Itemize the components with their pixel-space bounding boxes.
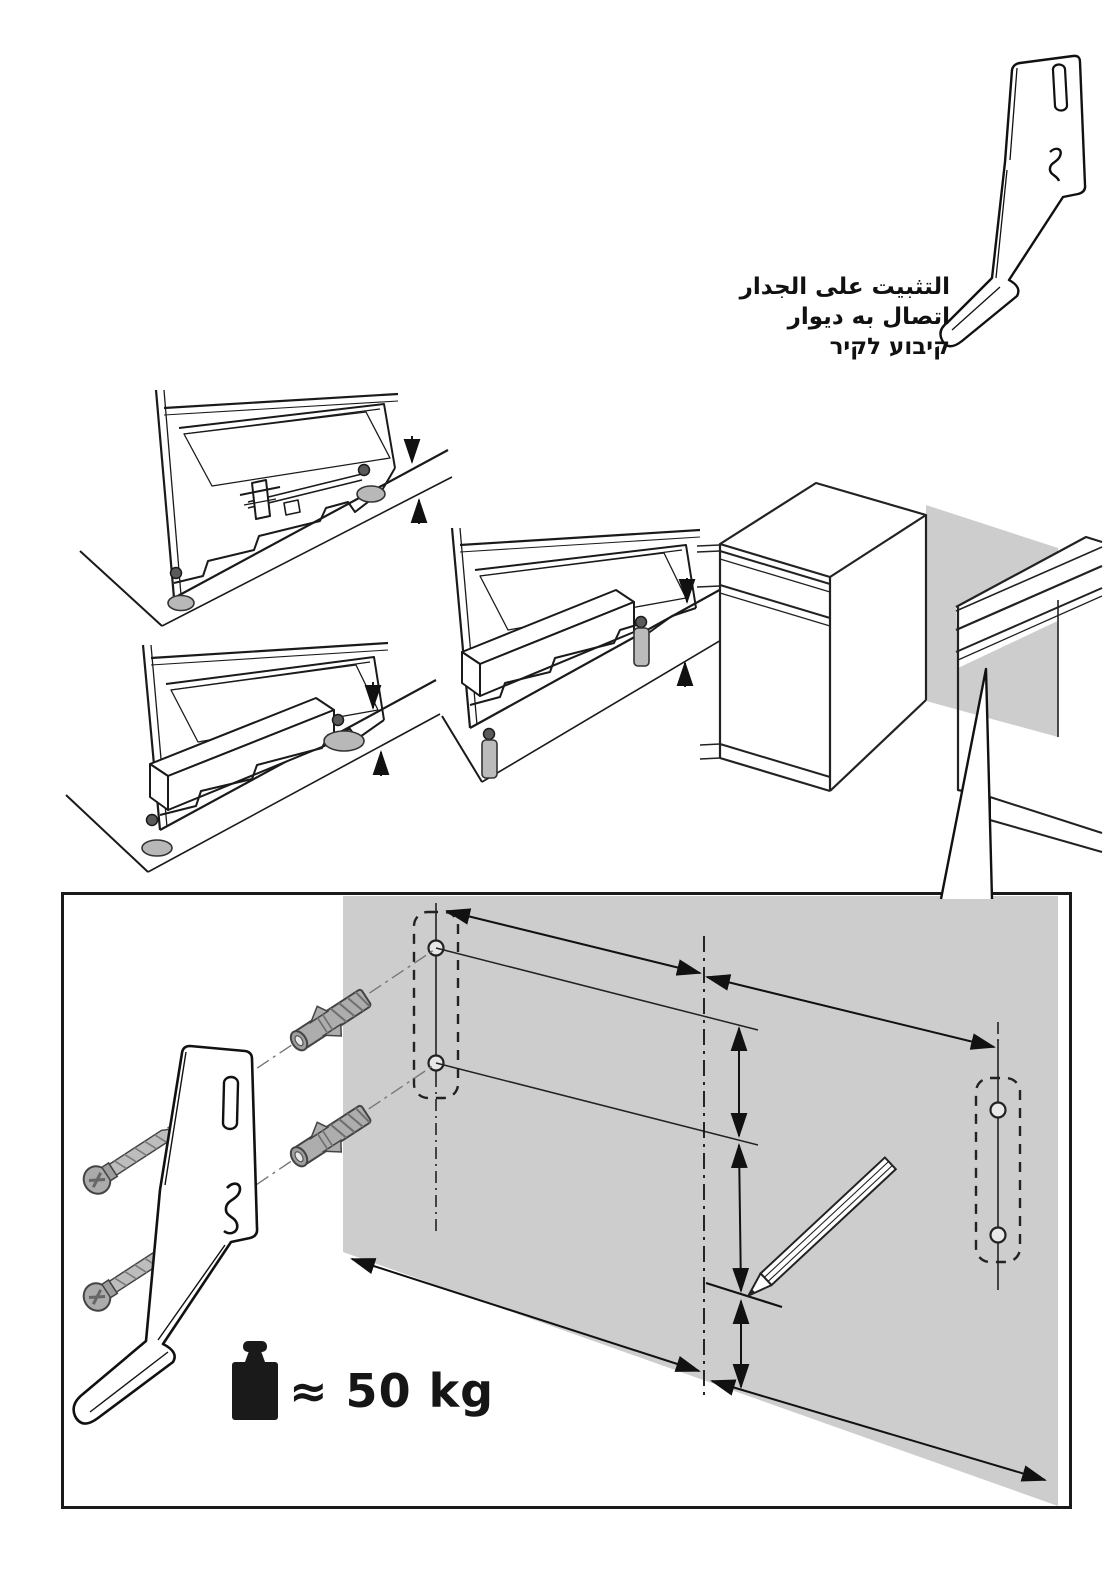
caption-hebrew: קיבוע לקיר bbox=[829, 334, 950, 360]
wall-fixing-detail-box bbox=[63, 894, 1071, 1508]
weight-limit-label: ≈ 50 kg bbox=[289, 1364, 495, 1418]
adjustable-foot bbox=[168, 465, 385, 611]
caption-arabic: التثبيت على الجدار bbox=[739, 274, 950, 300]
wall-mount-caption bbox=[688, 272, 950, 362]
wall-bracket-icon bbox=[940, 56, 1085, 346]
appliance-foot-adjustment-2 bbox=[66, 643, 440, 872]
appliance-foot-adjustment-3 bbox=[442, 528, 738, 782]
wall-bracket-icon bbox=[74, 1046, 258, 1424]
caption-persian: اتصال به ديوار bbox=[787, 304, 950, 330]
cabinet-niche-scene bbox=[697, 483, 1102, 852]
weight-icon bbox=[232, 1341, 278, 1420]
appliance-foot-adjustment-1 bbox=[80, 390, 452, 626]
